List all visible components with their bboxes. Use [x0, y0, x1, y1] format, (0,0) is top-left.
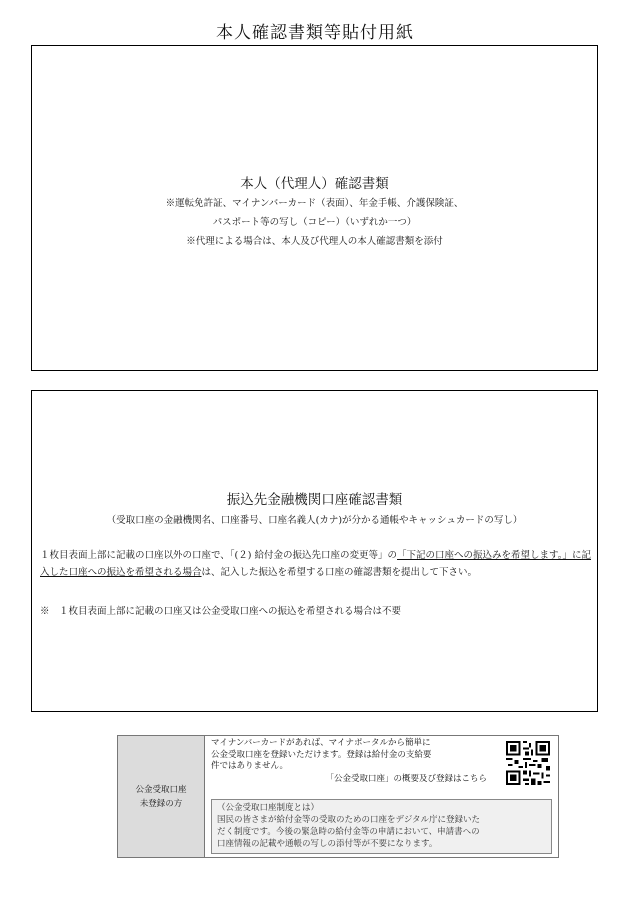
identity-document-heading: 本人（代理人）確認書類	[240, 176, 389, 192]
instructions-part-1: １枚目表面上部に記載の口座以外の口座で、「(２) 給付金の振込先口座の変更等」の	[40, 550, 397, 561]
footer-text-line-2: 公金受取口座を登録いただけます。登録は給付金の支給要	[211, 749, 432, 760]
info-title: （公金受取口座制度とは）	[217, 803, 320, 813]
bank-document-instructions	[40, 547, 592, 581]
bank-account-document-box	[31, 390, 598, 712]
footer-text-line-1: マイナンバーカードがあれば、マイナポータルから簡単に	[211, 738, 431, 748]
identity-document-note-2: パスポート等の写し（コピー）（いずれか一つ）	[212, 217, 417, 228]
public-account-system-info	[211, 799, 552, 854]
footer-label-line-2: 未登録の方	[139, 798, 183, 809]
info-line-1: 国民の皆さまが給付金等の受取のための口座をデジタル庁に登録いた	[217, 815, 480, 825]
identity-document-box	[31, 45, 598, 371]
page-title: 本人確認書類等貼付用紙	[216, 23, 414, 43]
bank-document-note: ※ １枚目表面上部に記載の口座又は公金受取口座への振込を希望される場合は不要	[40, 606, 402, 617]
info-line-2: だく制度です。今後の緊急時の給付金等の申請において、申請書への	[217, 827, 480, 837]
footer-description	[211, 738, 487, 785]
identity-document-note-3: ※代理による場合は、本人及び代理人の本人確認書類を添付	[186, 236, 443, 247]
footer-label-line-1: 公金受取口座	[135, 784, 187, 795]
qr-code-icon[interactable]	[506, 741, 550, 785]
bank-document-heading: 振込先金融機関口座確認書類	[226, 492, 403, 508]
public-account-info-panel	[117, 735, 559, 858]
info-line-3: 口座情報の記載や通帳の写しの添付等が不要になります。	[217, 839, 438, 849]
instructions-part-2-underlined: 「下記の口座への振込みを希望します。」に記入した口座への振込を希望される場合	[40, 550, 591, 578]
instructions-part-3: は、記入した振込を希望する口座の確認書類を提出して下さい。	[201, 567, 478, 578]
footer-registration-link[interactable]: 「公金受取口座」の概要及び登録はこちら	[325, 773, 487, 784]
footer-text-line-3: 件ではありません。	[211, 761, 289, 771]
bank-document-subtitle: （受取口座の金融機関名、口座番号、口座名義人(カナ)が分かる通帳やキャッシュカードの写し）	[106, 515, 523, 526]
identity-document-note-1: ※運転免許証、マイナンバーカード（表面）、年金手帳、介護保険証、	[165, 198, 464, 209]
footer-label-cell	[118, 736, 205, 857]
